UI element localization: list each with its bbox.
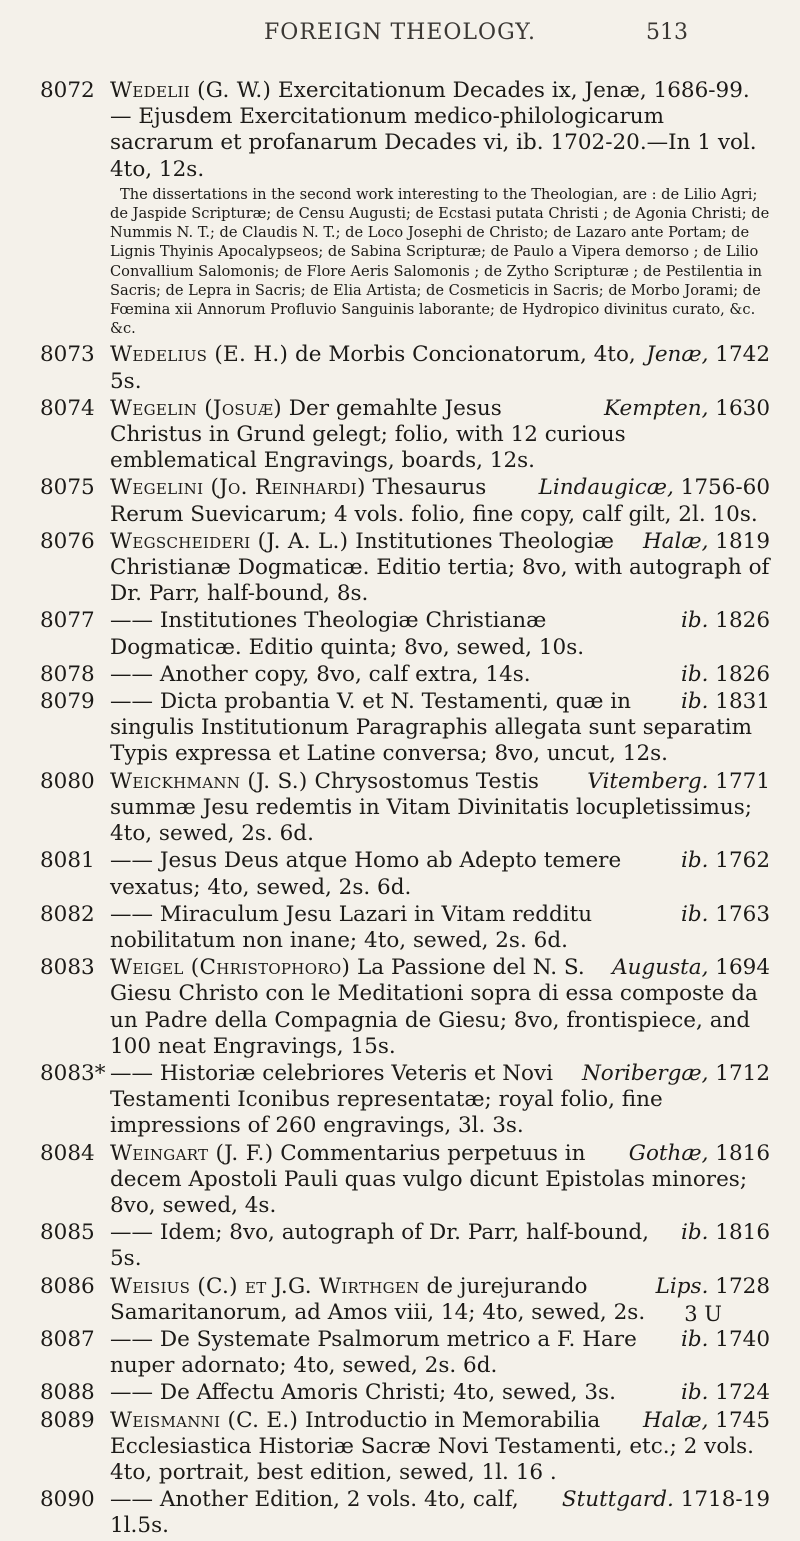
entry-year: 1745	[715, 1407, 770, 1433]
entry-text: Chrysostomus Testis summæ Jesu redemtis in Vitam Divinitatis locupletissimus; 4to, sewed, 2s. 6d.	[110, 768, 753, 847]
entry-text: Institutiones Theologiæ Christianæ Dogmaticæ. Editio quinta; 8vo, sewed, 10s.	[110, 608, 585, 660]
ditto-dash: ——	[110, 689, 153, 715]
entry-year: 1826	[715, 661, 770, 687]
entry-number: 8085	[40, 1220, 95, 1246]
entry-place: ib.	[680, 661, 709, 687]
entry-year: 1756-60	[680, 475, 770, 501]
entry-list	[40, 78, 770, 1541]
catalogue-entry	[40, 1408, 770, 1487]
page-number: 513	[646, 20, 688, 45]
catalogue-entry	[40, 1061, 770, 1140]
catalogue-entry	[40, 1220, 770, 1272]
entry-number: 8073	[40, 342, 95, 368]
signature-mark: 3 U	[684, 1302, 722, 1326]
entry-year: 1630	[715, 395, 770, 421]
entry-number: 8079	[40, 689, 95, 715]
entry-text: Thesaurus Rerum Suevicarum; 4 vols. folio, fine copy, calf gilt, 2l. 10s.	[110, 475, 758, 527]
entry-number: 8084	[40, 1140, 95, 1166]
entry-text: Another Edition, 2 vols. 4to, calf, 1l.5s.	[110, 1487, 519, 1539]
entry-year: 1740	[715, 1326, 770, 1352]
entry-year: 1728	[715, 1273, 770, 1299]
catalogue-entry	[40, 475, 770, 527]
entry-imprint	[681, 689, 770, 715]
entry-year: 1763	[715, 901, 770, 927]
entry-text: Der gemahlte Jesus Christus in Grund gelegt; folio, with 12 curious emblematical Engravings, boards, 12s.	[110, 395, 626, 474]
entry-imprint	[646, 342, 770, 368]
entry-text: Jesus Deus atque Homo ab Adepto temere vexatus; 4to, sewed, 2s. 6d.	[110, 848, 622, 900]
entry-author: Weigel (Christophoro)	[110, 955, 351, 981]
entry-number: 8077	[40, 608, 95, 634]
catalogue-entry	[40, 769, 770, 848]
entry-text: La Passione del N. S. Giesu Christo con le Meditationi sopra di essa composte da un Padre della Compagnia de Giesu; 8vo, frontispiece, and 100 neat Engravings, 15s.	[110, 955, 758, 1059]
entry-number: 8086	[40, 1273, 95, 1299]
entry-place: Lips.	[655, 1273, 709, 1299]
catalogue-entry	[40, 78, 770, 338]
ditto-dash: ——	[110, 1060, 153, 1086]
catalogue-entry	[40, 1274, 770, 1326]
entry-year: 1826	[715, 608, 770, 634]
entry-text: Another copy, 8vo, calf extra, 14s.	[159, 661, 531, 687]
entry-place: ib.	[680, 608, 709, 634]
catalogue-entry	[40, 1487, 770, 1539]
entry-number: 8082	[40, 901, 95, 927]
entry-imprint	[681, 1220, 770, 1246]
catalogue-entry	[40, 529, 770, 608]
entry-author: Weingart (J. F.)	[110, 1140, 274, 1166]
entry-imprint	[612, 955, 770, 981]
catalogue-entry	[40, 848, 770, 900]
entry-year: 1724	[715, 1380, 770, 1406]
entry-year: 1694	[715, 955, 770, 981]
catalogue-entry	[40, 662, 770, 688]
entry-year: 1712	[715, 1060, 770, 1086]
entry-imprint	[562, 1487, 770, 1513]
entry-text: de Morbis Concionatorum, 4to, 5s.	[110, 342, 636, 394]
entry-author: Weisius (C.) et J.G. Wirthgen	[110, 1273, 420, 1299]
entry-place: Gothæ,	[628, 1140, 709, 1166]
entry-number: 8072	[40, 78, 95, 103]
entry-imprint	[681, 608, 770, 634]
ditto-dash: ——	[110, 661, 153, 687]
catalogue-entry	[40, 1380, 770, 1406]
entry-number: 8080	[40, 768, 95, 794]
entry-number: 8089	[40, 1407, 95, 1433]
entry-place: Jenæ,	[646, 342, 709, 368]
entry-imprint	[681, 1380, 770, 1406]
entry-text: Historiæ celebriores Veteris et Novi Testamenti Iconibus representatæ; royal folio, fine impressions of 260 engravings, 3l. 3s.	[110, 1060, 663, 1139]
entry-text: Miraculum Jesu Lazari in Vitam redditu nobilitatum non inane; 4to, sewed, 2s. 6d.	[110, 901, 593, 953]
catalogue-entry	[40, 342, 770, 394]
entry-place: Noribergæ,	[581, 1060, 709, 1086]
entry-author: Wegscheideri (J. A. L.)	[110, 528, 349, 554]
entry-text: Introductio in Memorabilia Ecclesiastica Historiæ Sacræ Novi Testamenti, etc.; 2 vols. 4to, portrait, best edition, sewed, 1l. 16 .	[110, 1407, 755, 1485]
entry-text: Institutiones Theologiæ Christianæ Dogmaticæ. Editio tertia; 8vo, with autograph of Dr. Parr, half-bound, 8s.	[110, 528, 770, 607]
catalogue-entry	[40, 902, 770, 954]
catalogue-entry	[40, 955, 770, 1060]
entry-year: 1762	[715, 848, 770, 874]
entry-imprint	[656, 1274, 770, 1300]
ditto-dash: ——	[110, 1487, 153, 1513]
entry-imprint	[587, 769, 770, 795]
entry-text: Exercitationum Decades ix, Jenæ, 1686-99.— Ejusdem Exercitationum medico-philologicarum sacrarum et profanarum Decades vi, ib. 1702-20.—In 1 vol. 4to, 12s.	[110, 78, 757, 182]
ditto-dash: ——	[110, 1380, 153, 1406]
entry-place: ib.	[680, 1326, 709, 1352]
entry-year: 1819	[715, 528, 770, 554]
entry-place: ib.	[680, 901, 709, 927]
entry-place: Stuttgard.	[561, 1487, 674, 1513]
entry-place: Vitemberg.	[587, 768, 709, 794]
entry-imprint	[604, 396, 770, 422]
entry-text: De Systemate Psalmorum metrico a F. Hare nuper adornato; 4to, sewed, 2s. 6d.	[110, 1326, 637, 1379]
entry-text: De Affectu Amoris Christi; 4to, sewed, 3s.	[159, 1380, 616, 1406]
entry-place: Kempten,	[604, 395, 709, 421]
entry-text: Commentarius perpetuus in decem Apostoli Pauli quas vulgo dicunt Epistolas minores; 8vo, sewed, 4s.	[110, 1140, 748, 1218]
entry-place: ib.	[680, 848, 709, 874]
catalogue-entry	[40, 1327, 770, 1379]
entry-number: 8075	[40, 475, 95, 501]
entry-year: 1816	[715, 1220, 770, 1246]
entry-imprint	[539, 475, 770, 501]
entry-number: 8078	[40, 661, 95, 687]
catalogue-entry	[40, 608, 770, 660]
entry-text: Idem; 8vo, autograph of Dr. Parr, half-bound, 5s.	[110, 1220, 650, 1272]
entry-place: Lindaugicæ,	[538, 475, 674, 501]
entry-author: Wedelii (G. W.)	[110, 78, 272, 103]
entry-place: ib.	[680, 1220, 709, 1246]
entry-number: 8090	[40, 1487, 95, 1513]
page-header	[0, 20, 800, 60]
entry-year: 1771	[715, 768, 770, 794]
entry-year: 1816	[715, 1140, 770, 1166]
entry-note: The dissertations in the second work interesting to the Theologian, are : de Lilio Agri; de Jaspide Scripturæ; de Censu Augusti; de Ecstasi putata Christi ; de Agonia Christi; de Nummis N. T.; de Claudis N. T.; de Loco Josephi de Christo; de Lazaro ante Portam; de Lignis Thyinis Apocalypseos; de Sabina Scripturæ; de Paulo a Vipera demorso ; de Lilio Convallium Salomonis; de Flore Aeris Salomonis ; de Zytho Scripturæ ; de Pestilentia in Sacris; de Lepra in Sacris; de Elia Artista; de Cosmeticis in Sacris; de Morbo Jorami; de Fœmina xii Annorum Profluvio Sanguinis laborante; de Hydropico divinitus curato, &c. &c.	[110, 185, 770, 338]
entry-place: ib.	[680, 689, 709, 715]
entry-number: 8076	[40, 528, 95, 554]
ditto-dash: ——	[110, 608, 153, 634]
entry-author: Wegelin (Josuæ)	[110, 395, 282, 421]
entry-place: ib.	[680, 1380, 709, 1406]
entry-year: 1831	[715, 689, 770, 715]
entry-text: Dicta probantia V. et N. Testamenti, quæ in singulis Institutionum Paragraphis allegata sunt separatim Typis expressa et Latine conversa; 8vo, uncut, 12s.	[110, 689, 753, 767]
entry-imprint	[643, 1408, 770, 1434]
entry-number: 8074	[40, 395, 95, 421]
entry-author: Weismanni (C. E.)	[110, 1407, 299, 1433]
entry-number: 8081	[40, 848, 95, 874]
entry-imprint	[681, 902, 770, 928]
entry-number: 8083	[40, 955, 95, 981]
entry-number: 8083*	[40, 1060, 106, 1086]
entry-number: 8087	[40, 1326, 95, 1352]
entry-imprint	[643, 529, 770, 555]
entry-author: Wegelini (Jo. Reinhardi)	[110, 475, 366, 501]
entry-number: 8088	[40, 1380, 95, 1406]
entry-place: Halæ,	[642, 528, 709, 554]
entry-author: Weickhmann (J. S.)	[110, 768, 308, 794]
entry-year: 1718-19	[680, 1487, 770, 1513]
ditto-dash: ——	[110, 1326, 153, 1352]
entry-imprint	[681, 1327, 770, 1353]
entry-place: Augusta,	[612, 955, 709, 981]
entry-imprint	[681, 662, 770, 688]
entry-imprint	[681, 848, 770, 874]
ditto-dash: ——	[110, 1220, 153, 1246]
entry-place: Halæ,	[642, 1407, 709, 1433]
ditto-dash: ——	[110, 901, 153, 927]
entry-imprint	[582, 1061, 770, 1087]
ditto-dash: ——	[110, 848, 153, 874]
entry-text: de jurejurando Samaritanorum, ad Amos viii, 14; 4to, sewed, 2s.	[110, 1273, 646, 1325]
entry-year: 1742	[715, 342, 770, 368]
catalogue-entry	[40, 396, 770, 475]
entry-author: Wedelius (E. H.)	[110, 342, 289, 368]
catalogue-entry	[40, 1141, 770, 1220]
running-title: FOREIGN THEOLOGY.	[264, 20, 536, 45]
entry-imprint	[629, 1141, 770, 1167]
catalogue-entry	[40, 689, 770, 768]
